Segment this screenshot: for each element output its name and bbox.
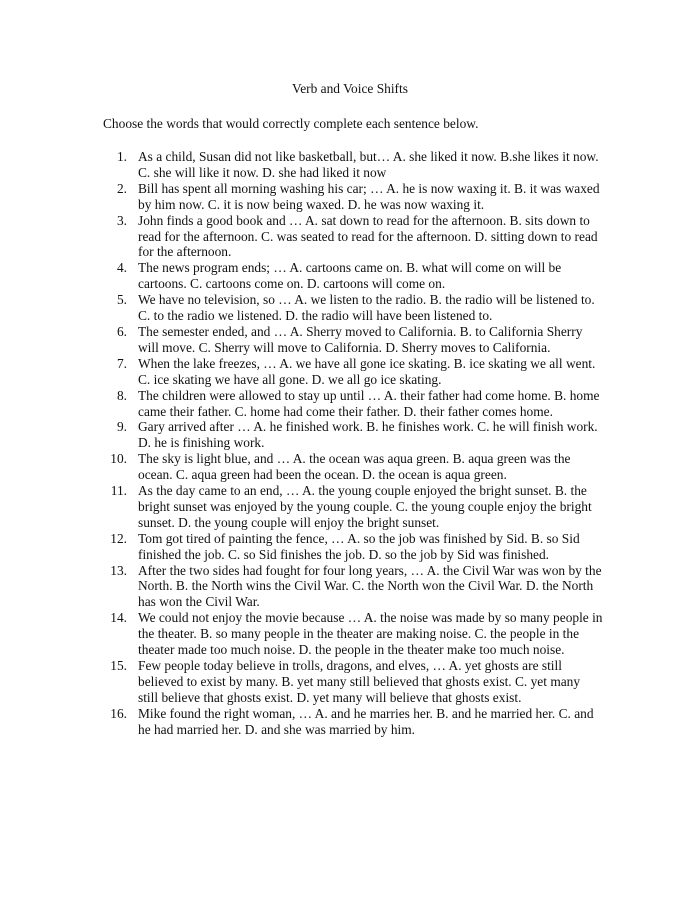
- question-item: [103, 658, 603, 706]
- question-item: [103, 292, 603, 324]
- question-number: 4.: [116, 260, 127, 276]
- page-title: Verb and Voice Shifts: [292, 81, 408, 96]
- question-number: 13.: [110, 562, 127, 578]
- question-text: We could not enjoy the movie because … A. the noise was made by so many people in the theater. B. so many people in the theater are making noise. C. the people in the theater made too much noise. D. the people in the theater make too much noise.: [138, 610, 603, 658]
- question-text: Bill has spent all morning washing his car; … A. he is now waxing it. B. it was waxed by him now. C. it is now being waxed. D. he was now waxing it.: [138, 180, 600, 212]
- question-number: 2.: [116, 180, 127, 196]
- question-number: 6.: [116, 323, 127, 339]
- question-item: [103, 213, 603, 261]
- question-number: 7.: [116, 355, 127, 371]
- question-item: [103, 483, 603, 531]
- question-number: 12.: [110, 530, 127, 546]
- question-item: [103, 610, 603, 658]
- question-text: When the lake freezes, … A. we have all gone ice skating. B. ice skating we all went. C. ice skating we have all gone. D. we all go ice skating.: [138, 355, 596, 387]
- question-text: The children were allowed to stay up until … A. their father had come home. B. home came their father. C. home had come their father. D. their father comes home.: [138, 387, 600, 419]
- question-item: [103, 260, 603, 292]
- question-item: [103, 563, 603, 611]
- question-number: 3.: [116, 212, 127, 228]
- question-text: Tom got tired of painting the fence, … A. so the job was finished by Sid. B. so Sid finished the job. C. so Sid finishes the job. D. so the job by Sid was finished.: [138, 530, 580, 562]
- question-text: We have no television, so … A. we listen to the radio. B. the radio will be listened to. C. to the radio we listened. D. the radio will have been listened to.: [138, 292, 595, 324]
- question-item: [103, 451, 603, 483]
- question-number: 1.: [116, 149, 127, 164]
- question-item: [103, 324, 603, 356]
- question-text: After the two sides had fought for four long years, … A. the Civil War was won by the North. B. the North wins the Civil War. C. the North won the Civil War. D. the North has won the Civil War.: [138, 562, 602, 610]
- question-text: John finds a good book and … A. sat down to read for the afternoon. B. sits down to read for the afternoon. C. was seated to read for the afternoon. D. sitting down to read for the afternoon.: [138, 212, 598, 260]
- question-text: The semester ended, and … A. Sherry moved to California. B. to California Sherry will move. C. Sherry will move to California. D. Sherry moves to California.: [138, 323, 583, 355]
- question-number: 5.: [116, 292, 127, 308]
- question-number: 16.: [110, 705, 127, 721]
- question-text: The news program ends; … A. cartoons came on. B. what will come on will be cartoons. C. cartoons come on. D. cartoons will come on.: [138, 260, 562, 292]
- question-number: 10.: [110, 451, 127, 467]
- question-item: [103, 706, 603, 738]
- question-item: [103, 149, 603, 181]
- question-item: [103, 419, 603, 451]
- question-number: 11.: [110, 483, 127, 499]
- question-item: [103, 388, 603, 420]
- question-number: 15.: [110, 658, 127, 673]
- question-number: 9.: [116, 419, 127, 435]
- question-text: Mike found the right woman, … A. and he marries her. B. and he married her. C. and he had married her. D. and she was married by him.: [138, 705, 594, 737]
- question-item: [103, 356, 603, 388]
- question-number: 8.: [116, 387, 127, 403]
- question-text: Gary arrived after … A. he finished work. B. he finishes work. C. he will finish work. D. he is finishing work.: [138, 419, 598, 451]
- question-text: As the day came to an end, … A. the young couple enjoyed the bright sunset. B. the bright sunset was enjoyed by the young couple. C. the young couple enjoy the bright sunset. D. the young couple will enjoy the bright sunset.: [138, 483, 592, 530]
- question-number: 14.: [110, 610, 127, 626]
- question-text: As a child, Susan did not like basketball, but… A. she liked it now. B.she likes it now. C. she will like it now. D. she had liked it now: [138, 149, 599, 180]
- question-item: [103, 531, 603, 563]
- question-item: [103, 181, 603, 213]
- question-list: [103, 149, 603, 738]
- instructions-text: Choose the words that would correctly complete each sentence below.: [103, 116, 479, 131]
- question-text: The sky is light blue, and … A. the ocean was aqua green. B. aqua green was the ocean. C. aqua green had been the ocean. D. the ocean is aqua green.: [138, 451, 571, 483]
- question-text: Few people today believe in trolls, dragons, and elves, … A. yet ghosts are still believed to exist by many. B. yet many still believed that ghosts exist. C. yet many still believe that ghosts exist. D. yet many will believe that ghosts exist.: [138, 658, 581, 705]
